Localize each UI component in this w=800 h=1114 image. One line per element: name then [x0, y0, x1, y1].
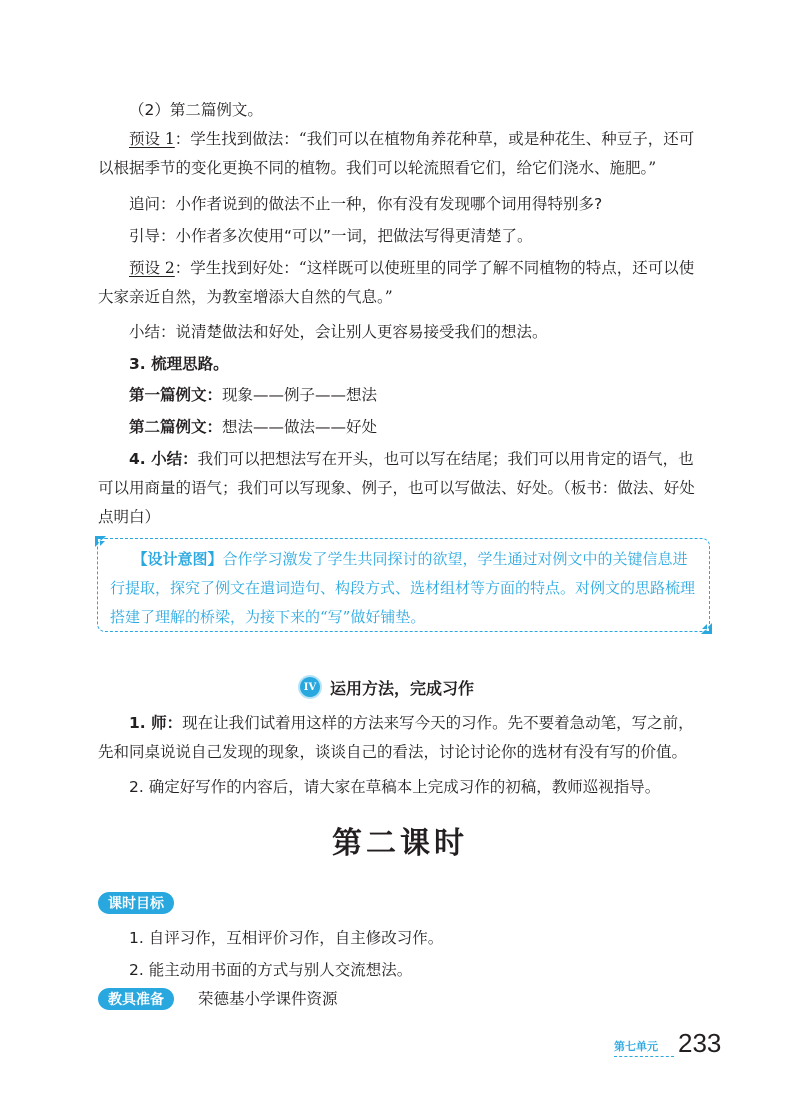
guidance-paragraph — [98, 222, 708, 251]
section-heading — [300, 676, 474, 698]
teacher-instruction-label: 1. 师： — [129, 714, 183, 732]
design-intent-tag: 【设计意图】 — [132, 550, 223, 568]
design-intent-body: 合作学习激发了学生共同探讨的欲望，学生通过对例文中的关键信息进行提取，探究了例文在遣词造句、构段方式、选材组材等方面的特点。对例文的思路梳理搭建了理解的桥梁，为接下来的“写”做好铺垫。 — [110, 550, 696, 626]
goal-1-text: 1. 自评习作，互相评价习作，自主修改习作。 — [129, 929, 444, 947]
design-intent-text — [110, 545, 697, 632]
lesson-goals-tag: 课时目标 — [98, 892, 174, 914]
drafting-instruction-text: 2. 确定好写作的内容后，请大家在草稿本上完成习作的初稿，教师巡视指导。 — [129, 778, 661, 796]
teacher-instruction-text: 现在让我们试着用这样的方法来写今天的习作。先不要着急动笔，写之前，先和同桌说说自己发现的现象，谈谈自己的看法，讨论讨论你的选材有没有写的价值。 — [98, 714, 694, 761]
outline-example-1-text: 现象——例子——想法 — [222, 386, 378, 404]
outline-example-1 — [98, 381, 708, 410]
outline-example-2-label: 第二篇例文： — [129, 418, 223, 436]
step-4-label: 4. 小结： — [129, 450, 198, 468]
drafting-instruction — [98, 773, 708, 802]
design-intent-box — [97, 538, 710, 632]
summary-paragraph — [98, 318, 708, 347]
outline-example-1-label: 第一篇例文： — [129, 386, 223, 404]
preset-1-text: ：学生找到做法：“我们可以在植物角养花种草，或是种花生、种豆子，还可以根据季节的变化更换不同的植物。我们可以轮流照看它们，给它们浇水、施肥。” — [98, 130, 695, 177]
goal-2-text: 2. 能主动用书面的方式与别人交流想法。 — [129, 961, 413, 979]
goal-1 — [98, 924, 708, 953]
step-4-paragraph — [98, 445, 708, 532]
step-3-text: 3. 梳理思路。 — [129, 355, 229, 373]
guidance-text: 引导：小作者多次使用“可以”一词，把做法写得更清楚了。 — [129, 227, 533, 245]
materials-tag: 教具准备 — [98, 988, 174, 1010]
example-2-heading-text: （2）第二篇例文。 — [129, 101, 263, 119]
example-2-heading — [98, 96, 708, 125]
preset-2-text: ：学生找到好处：“这样既可以使班里的同学了解不同植物的特点，还可以使大家亲近自然，为教室增添大自然的气息。” — [98, 259, 695, 306]
corner-ornament-icon — [695, 617, 713, 635]
step-3-heading — [98, 350, 708, 379]
preset-2-paragraph — [98, 254, 708, 312]
step-4-text: 我们可以把想法写在开头，也可以写在结尾；我们可以用肯定的语气，也可以用商量的语气；我们可以写现象、例子，也可以写做法、好处。（板书：做法、好处点明白） — [98, 450, 695, 526]
summary-text: 小结：说清楚做法和好处，会让别人更容易接受我们的想法。 — [129, 323, 548, 341]
outline-example-2-text: 想法——做法——好处 — [222, 418, 378, 436]
outline-example-2 — [98, 413, 708, 442]
materials-text: 荣德基小学课件资源 — [198, 990, 338, 1008]
follow-up-question — [98, 190, 708, 219]
follow-up-question-text: 追问：小作者说到的做法不止一种，你有没有发现哪个词用得特别多? — [129, 195, 603, 213]
teacher-instruction — [98, 709, 708, 767]
preset-1-label: 预设 1 — [129, 130, 175, 148]
unit-label: 第七单元 — [614, 1040, 658, 1053]
lesson-title: 第二课时 — [332, 826, 468, 861]
footer-divider — [614, 1056, 674, 1057]
preset-1-paragraph — [98, 125, 708, 183]
roman-numeral-badge: IV — [300, 677, 320, 697]
preset-2-label: 预设 2 — [129, 259, 175, 277]
goal-2 — [98, 956, 708, 985]
corner-ornament-icon — [94, 535, 112, 553]
page-number: 233 — [678, 1028, 722, 1058]
section-title: 运用方法，完成习作 — [330, 678, 475, 698]
